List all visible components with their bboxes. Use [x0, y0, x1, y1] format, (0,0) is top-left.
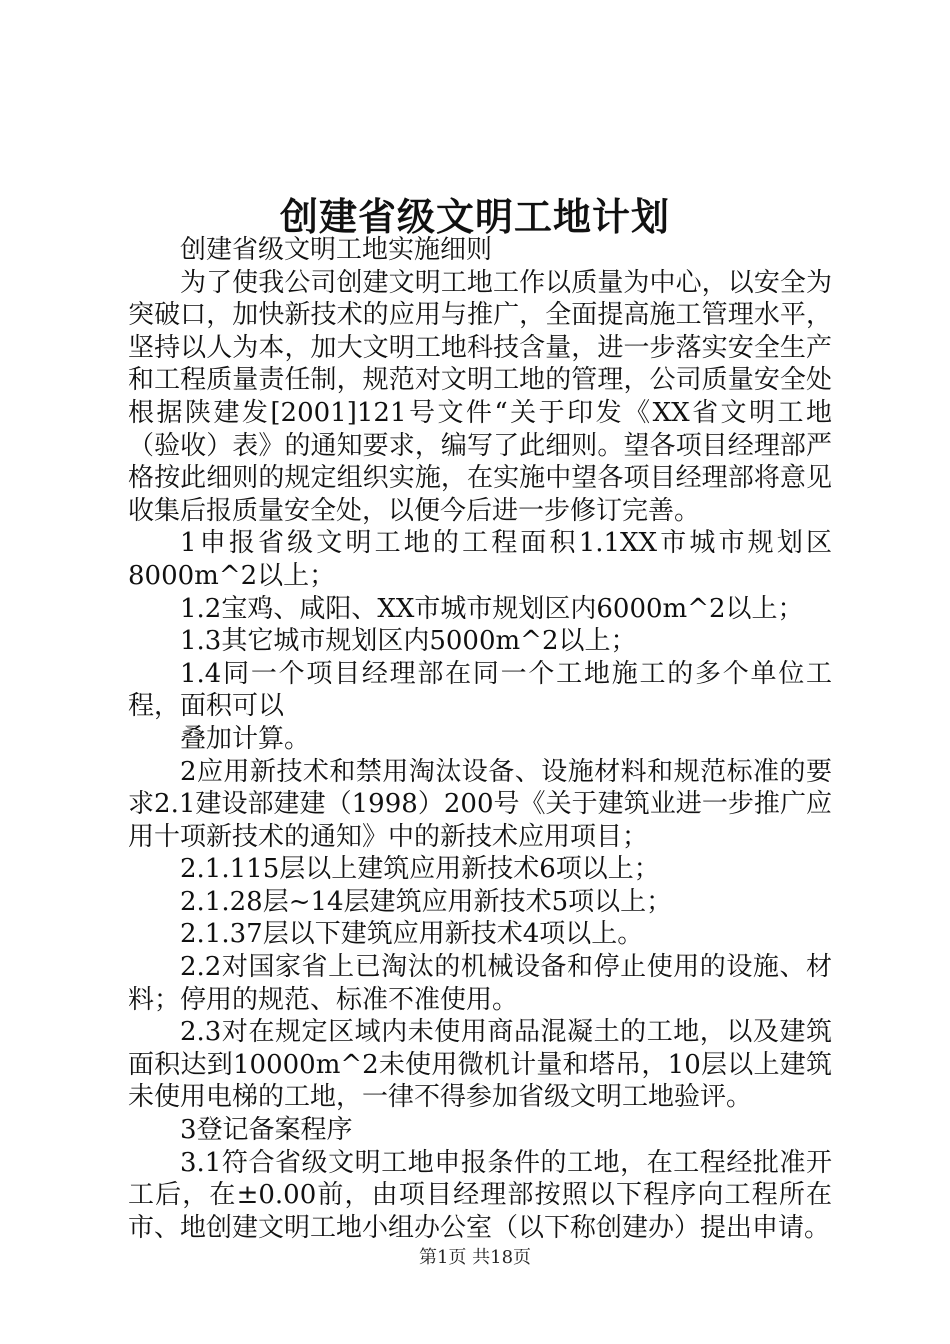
paragraph: 2.1.115层以上建筑应用新技术6项以上； — [180, 854, 660, 885]
paragraph: 1.3其它城市规划区内5000m^2以上； — [180, 626, 637, 657]
paragraph: 叠加计算。 — [180, 723, 311, 754]
document-title: 创建省级文明工地计划 — [279, 194, 670, 239]
paragraph: 2.3对在规定区域内未使用商品混凝土的工地，以及建筑面积达到10000m^2未使用微机计量和塔吊，10层以上建筑未使用电梯的工地，一律不得参加省级文明工地验评。 — [128, 1017, 832, 1113]
document-body — [128, 234, 832, 1244]
page-footer: 第1页 共18页 — [418, 1247, 532, 1268]
paragraph: 为了使我公司创建文明工地工作以质量为中心，以安全为突破口，加快新技术的应用与推广，全面提高施工管理水平，坚持以人为本，加大文明工地科技含量，进一步落实安全生产和工程质量责任制，规范对文明工地的管理，公司质量安全处根据陕建发[2001]121号文件“关于印发《XX省文明工地（验收）表》的通知要求，编写了此细则。望各项目经理部严格按此细则的规定组织实施，在实施中望各项目经理部将意见收集后报质量安全处，以便今后进一步修订完善。 — [128, 267, 832, 526]
paragraph: 1.2宝鸡、咸阳、XX市城市规划区内6000m^2以上； — [180, 593, 804, 624]
paragraph: 2应用新技术和禁用淘汰设备、设施材料和规范标准的要求2.1建设部建建（1998）200号《关于建筑业进一步推广应用十项新技术的通知》中的新技术应用项目； — [128, 756, 832, 852]
paragraph: 3登记备案程序 — [180, 1115, 353, 1146]
paragraph: 2.1.28层~14层建筑应用新技术5项以上； — [180, 886, 673, 917]
paragraph: 创建省级文明工地实施细则 — [180, 235, 493, 265]
paragraph: 2.1.37层以下建筑应用新技术4项以上。 — [180, 919, 644, 950]
paragraph: 1.4同一个项目经理部在同一个工地施工的多个单位工程，面积可以 — [128, 658, 832, 722]
paragraph: 1申报省级文明工地的工程面积1.1XX市城市规划区8000m^2以上； — [128, 528, 832, 591]
paragraph: 2.2对国家省上已淘汰的机械设备和停止使用的设施、材料；停用的规范、标准不准使用。 — [128, 952, 832, 1015]
paragraph: 3.1符合省级文明工地申报条件的工地，在工程经批准开工后，在±0.00前，由项目经理部按照以下程序向工程所在市、地创建文明工地小组办公室（以下称创建办）提出申请。 — [128, 1147, 832, 1243]
